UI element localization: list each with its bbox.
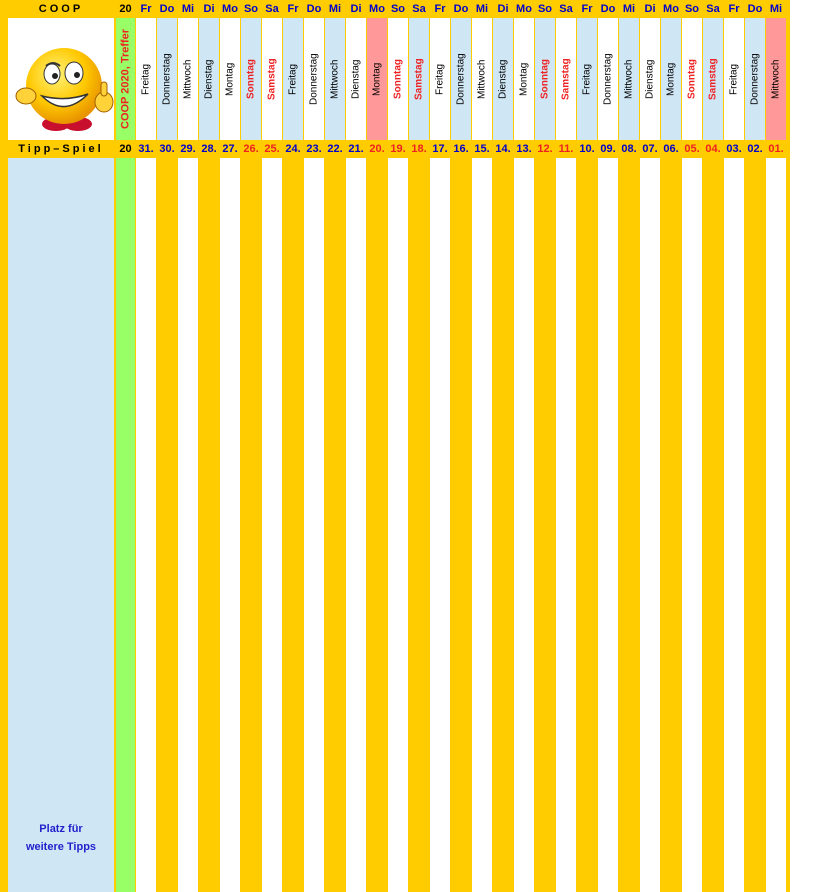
- day-full-name: Montag: [665, 62, 677, 96]
- year-cell-top: 20: [119, 3, 132, 15]
- day-name-cell: [472, 18, 492, 140]
- tipp-column[interactable]: [661, 158, 681, 892]
- day-abbr: So: [684, 3, 700, 15]
- day-name-cell: [367, 18, 387, 140]
- day-date: 07.: [642, 143, 658, 155]
- day-name-cell: [304, 18, 324, 140]
- day-abbr: Fr: [140, 3, 152, 15]
- tipp-column[interactable]: [493, 158, 513, 892]
- tips-placeholder-area[interactable]: [8, 158, 114, 892]
- day-full-name: Dienstag: [203, 59, 215, 99]
- day-date: 19.: [390, 143, 406, 155]
- day-full-name: Mittwoch: [476, 59, 488, 99]
- day-name-cell: [535, 18, 555, 140]
- day-abbr: Do: [747, 3, 763, 15]
- tipp-column[interactable]: [388, 158, 408, 892]
- day-full-name: Donnerstag: [308, 53, 320, 105]
- day-date: 16.: [453, 143, 469, 155]
- day-abbr: Sa: [706, 3, 720, 15]
- day-abbr: Mi: [769, 3, 783, 15]
- day-abbr: Do: [159, 3, 175, 15]
- tipp-column[interactable]: [157, 158, 177, 892]
- tipp-column[interactable]: [619, 158, 639, 892]
- day-abbr: Di: [497, 3, 509, 15]
- day-date: 24.: [285, 143, 301, 155]
- day-abbr: Fr: [728, 3, 740, 15]
- year-label-cell: [116, 18, 135, 140]
- day-name-cell: [682, 18, 702, 140]
- tipp-column[interactable]: [283, 158, 303, 892]
- day-name-cell: [724, 18, 744, 140]
- day-abbr: Mi: [622, 3, 636, 15]
- day-date: 22.: [327, 143, 343, 155]
- day-date: 04.: [705, 143, 721, 155]
- tipp-column[interactable]: [451, 158, 471, 892]
- day-name-cell: [283, 18, 303, 140]
- day-abbr: Mi: [475, 3, 489, 15]
- rotated-year-label: COOP 2020, Treffer: [119, 28, 132, 130]
- year-cell-bottom: 20: [119, 143, 132, 155]
- day-abbr: Do: [600, 3, 616, 15]
- tipp-column[interactable]: [724, 158, 744, 892]
- day-abbr: So: [537, 3, 553, 15]
- day-date: 23.: [306, 143, 322, 155]
- day-date: 31.: [138, 143, 154, 155]
- tipp-column[interactable]: [409, 158, 429, 892]
- day-date: 02.: [747, 143, 763, 155]
- day-date: 12.: [537, 143, 553, 155]
- day-date: 26.: [243, 143, 259, 155]
- day-date: 18.: [411, 143, 427, 155]
- day-full-name: Freitag: [287, 63, 299, 95]
- day-abbr: Do: [453, 3, 469, 15]
- day-name-cell: [661, 18, 681, 140]
- day-abbr: Mo: [369, 3, 385, 15]
- day-name-cell: [199, 18, 219, 140]
- day-abbr: Sa: [412, 3, 426, 15]
- tipp-column[interactable]: [367, 158, 387, 892]
- day-full-name: Donnerstag: [749, 53, 761, 105]
- tipp-column[interactable]: [325, 158, 345, 892]
- day-name-cell: [598, 18, 618, 140]
- day-name-cell: [451, 18, 471, 140]
- tipp-column[interactable]: [535, 158, 555, 892]
- sheet-title: COOP: [38, 3, 84, 15]
- day-full-name: Mittwoch: [329, 59, 341, 99]
- day-full-name: Freitag: [434, 63, 446, 95]
- day-abbr: Di: [644, 3, 656, 15]
- day-date: 25.: [264, 143, 280, 155]
- tipp-column[interactable]: [682, 158, 702, 892]
- day-full-name: Dienstag: [644, 59, 656, 99]
- day-name-cell: [577, 18, 597, 140]
- tipp-column[interactable]: [430, 158, 450, 892]
- year-body-column: [116, 158, 135, 892]
- placeholder-line-2: weitere Tipps: [25, 841, 97, 853]
- day-date: 29.: [180, 143, 196, 155]
- day-full-name: Donnerstag: [161, 53, 173, 105]
- day-abbr: So: [243, 3, 259, 15]
- day-date: 01.: [768, 143, 784, 155]
- tipp-column[interactable]: [262, 158, 282, 892]
- day-name-cell: [388, 18, 408, 140]
- day-date: 06.: [663, 143, 679, 155]
- day-date: 11.: [558, 143, 574, 155]
- day-abbr: Mo: [222, 3, 238, 15]
- day-full-name: Samstag: [560, 58, 572, 100]
- day-full-name: Sonntag: [392, 59, 404, 99]
- day-abbr: Mo: [516, 3, 532, 15]
- day-full-name: Samstag: [266, 58, 278, 100]
- day-full-name: Donnerstag: [602, 53, 614, 105]
- day-name-cell: [325, 18, 345, 140]
- day-name-cell: [241, 18, 261, 140]
- day-full-name: Freitag: [140, 63, 152, 95]
- day-date: 27.: [222, 143, 238, 155]
- day-abbr: Do: [306, 3, 322, 15]
- smiley-thumbs-up-icon: [8, 18, 114, 140]
- day-name-cell: [136, 18, 156, 140]
- day-date: 17.: [432, 143, 448, 155]
- day-full-name: Montag: [224, 62, 236, 96]
- day-abbr: Mo: [663, 3, 679, 15]
- day-name-cell: [514, 18, 534, 140]
- day-date: 03.: [726, 143, 742, 155]
- tipp-column[interactable]: [304, 158, 324, 892]
- day-name-cell: [619, 18, 639, 140]
- day-full-name: Donnerstag: [455, 53, 467, 105]
- day-abbr: Fr: [581, 3, 593, 15]
- tipp-column[interactable]: [220, 158, 240, 892]
- day-abbr: Mi: [181, 3, 195, 15]
- tipp-column[interactable]: [472, 158, 492, 892]
- day-abbr: Di: [203, 3, 215, 15]
- day-full-name: Montag: [518, 62, 530, 96]
- day-name-cell: [640, 18, 660, 140]
- day-name-cell: [262, 18, 282, 140]
- tipp-column[interactable]: [241, 158, 261, 892]
- day-full-name: Sonntag: [245, 59, 257, 99]
- day-abbr: Mi: [328, 3, 342, 15]
- day-date: 13.: [516, 143, 532, 155]
- day-full-name: Montag: [371, 62, 383, 96]
- day-full-name: Sonntag: [539, 59, 551, 99]
- day-abbr: Fr: [434, 3, 446, 15]
- day-date: 05.: [684, 143, 700, 155]
- tipp-column[interactable]: [556, 158, 576, 892]
- day-name-cell: [178, 18, 198, 140]
- day-full-name: Freitag: [728, 63, 740, 95]
- day-name-cell: [157, 18, 177, 140]
- day-full-name: Mittwoch: [182, 59, 194, 99]
- day-full-name: Sonntag: [686, 59, 698, 99]
- tipp-column[interactable]: [136, 158, 156, 892]
- day-name-cell: [409, 18, 429, 140]
- tipp-column[interactable]: [346, 158, 366, 892]
- day-name-cell: [430, 18, 450, 140]
- day-date: 14.: [495, 143, 511, 155]
- tipp-column[interactable]: [745, 158, 765, 892]
- day-date: 30.: [159, 143, 175, 155]
- day-date: 21.: [348, 143, 364, 155]
- tipp-column[interactable]: [199, 158, 219, 892]
- day-full-name: Samstag: [707, 58, 719, 100]
- day-date: 20.: [369, 143, 385, 155]
- day-name-cell: [346, 18, 366, 140]
- day-full-name: Dienstag: [350, 59, 362, 99]
- day-abbr: Sa: [559, 3, 573, 15]
- day-name-cell: [556, 18, 576, 140]
- tipp-column[interactable]: [598, 158, 618, 892]
- tipp-column[interactable]: [766, 158, 786, 892]
- day-full-name: Samstag: [413, 58, 425, 100]
- day-full-name: Dienstag: [497, 59, 509, 99]
- day-date: 15.: [474, 143, 490, 155]
- tipp-column[interactable]: [640, 158, 660, 892]
- day-date: 28.: [201, 143, 217, 155]
- day-abbr: So: [390, 3, 406, 15]
- day-name-cell: [766, 18, 786, 140]
- day-name-cell: [493, 18, 513, 140]
- day-full-name: Mittwoch: [770, 59, 782, 99]
- tipp-column[interactable]: [514, 158, 534, 892]
- tipp-column[interactable]: [178, 158, 198, 892]
- day-abbr: Fr: [287, 3, 299, 15]
- day-date: 09.: [600, 143, 616, 155]
- tipp-column[interactable]: [577, 158, 597, 892]
- picture-area: [8, 18, 114, 140]
- tipp-column[interactable]: [703, 158, 723, 892]
- day-name-cell: [703, 18, 723, 140]
- day-name-cell: [745, 18, 765, 140]
- tipp-spiel-title: Tipp–Spiel: [18, 143, 104, 155]
- placeholder-line-1: Platz für: [39, 823, 83, 835]
- day-full-name: Freitag: [581, 63, 593, 95]
- day-date: 08.: [621, 143, 637, 155]
- day-abbr: Di: [350, 3, 362, 15]
- day-abbr: Sa: [265, 3, 279, 15]
- day-name-cell: [220, 18, 240, 140]
- day-date: 10.: [579, 143, 595, 155]
- day-full-name: Mittwoch: [623, 59, 635, 99]
